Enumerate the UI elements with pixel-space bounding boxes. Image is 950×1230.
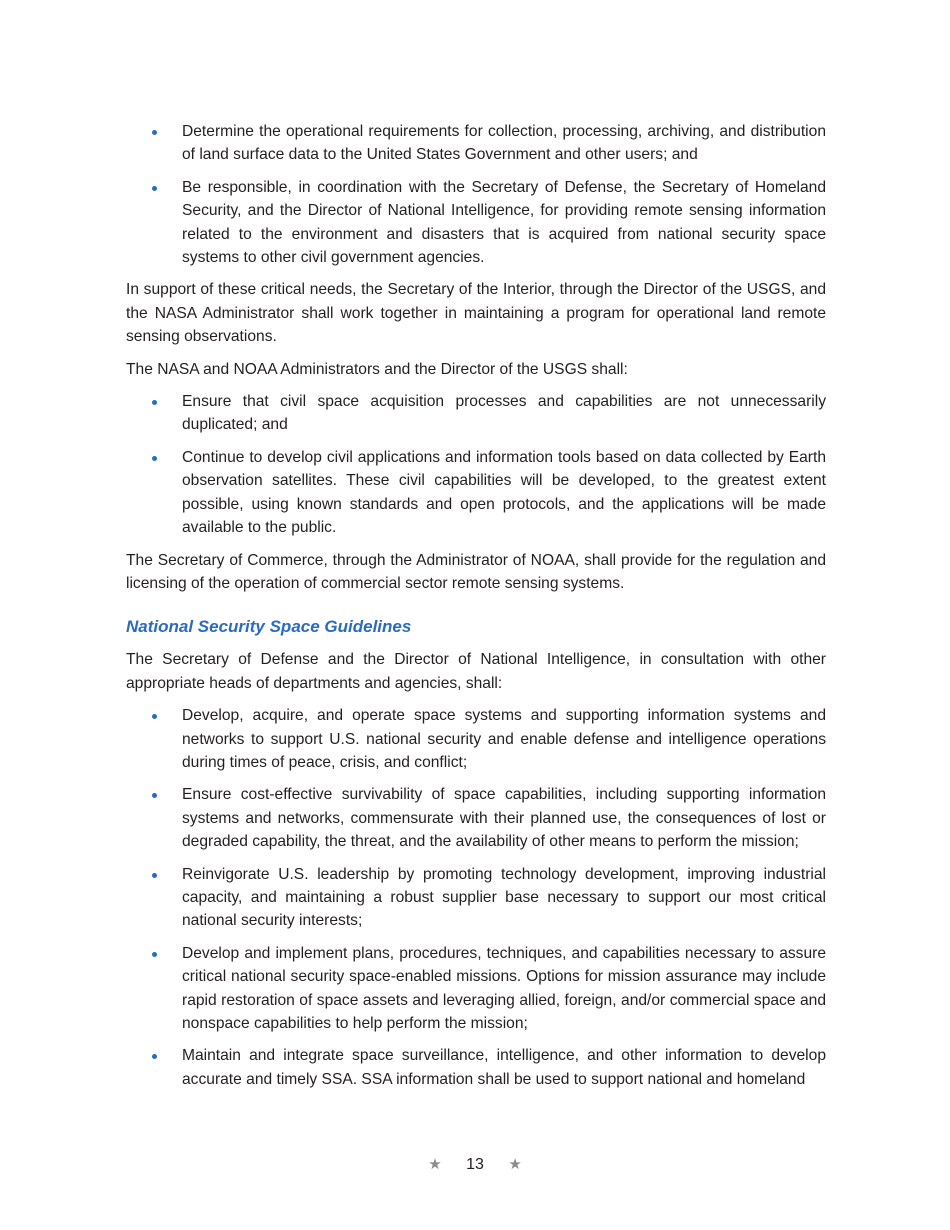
list-item <box>126 176 826 270</box>
section-heading: National Security Space Guidelines <box>126 617 412 637</box>
star-icon: ★ <box>508 1156 522 1173</box>
page-number: 13 <box>466 1156 484 1173</box>
list-item-text: Continue to develop civil applications and information tools based on data collected by Earth observation satellites. These civil capabilities will be developed, to the greatest extent possible, using known standards and open protocols, and the applications will be made available to the public. <box>182 448 826 537</box>
list-item <box>126 942 826 1036</box>
list-item <box>126 446 826 540</box>
bullet-icon <box>152 400 157 405</box>
bullet-icon <box>152 186 157 191</box>
list-item <box>126 1044 826 1091</box>
list-item <box>126 120 826 167</box>
list-item-text: Develop and implement plans, procedures, techniques, and capabilities necessary to assure critical national security space-enabled missions. Options for mission assurance may include rapid restoration of space assets and leveraging allied, foreign, and/or commercial space and nonspace capabilities to help perform the mission; <box>182 944 826 1032</box>
star-icon: ★ <box>428 1156 442 1173</box>
list-item-text: Develop, acquire, and operate space systems and supporting information systems and networks to support U.S. national security and enable defense and intelligence operations during times of peace, crisis, and conflict; <box>182 707 826 771</box>
bullet-list-national-security <box>126 704 826 1091</box>
bullet-icon <box>152 873 157 878</box>
bullet-icon <box>152 130 157 135</box>
list-item <box>126 783 826 853</box>
bullet-icon <box>152 1054 157 1059</box>
bullet-icon <box>152 793 157 798</box>
list-item-text: Maintain and integrate space surveillance, intelligence, and other information to develop accurate and timely SSA. SSA information shall be used to support national and homeland <box>182 1047 826 1088</box>
paragraph-defense-intro: The Secretary of Defense and the Director of National Intelligence, in consultation with other appropriate heads of departments and agencies, shall: <box>126 651 826 692</box>
bullet-list-civil <box>126 390 826 539</box>
list-item-text: Ensure cost-effective survivability of space capabilities, including supporting information systems and networks, commensurate with their planned use, the consequences of lost or degraded capability, the threat, and the availability of other means to perform the mission; <box>182 786 826 851</box>
paragraph-commerce: The Secretary of Commerce, through the Administrator of NOAA, shall provide for the regulation and licensing of the operation of commercial sector remote sensing systems. <box>126 551 826 592</box>
paragraph-interior-nasa: In support of these critical needs, the Secretary of the Interior, through the Director of the USGS, and the NASA Administrator shall work together in maintaining a program for operational land remote sensing observations. <box>126 281 826 346</box>
list-item-text: Determine the operational requirements for collection, processing, archiving, and distribution of land surface data to the United States Government and other users; and <box>182 123 826 164</box>
bullet-icon <box>152 714 157 719</box>
list-item <box>126 704 826 774</box>
bullet-icon <box>152 952 157 957</box>
page-footer <box>0 1155 950 1174</box>
list-item <box>126 863 826 933</box>
list-item-text: Ensure that civil space acquisition processes and capabilities are not unnecessarily duplicated; and <box>182 393 826 434</box>
paragraph-administrators-intro: The NASA and NOAA Administrators and the Director of the USGS shall: <box>126 360 628 378</box>
bullet-icon <box>152 456 157 461</box>
list-item-text: Be responsible, in coordination with the Secretary of Defense, the Secretary of Homeland Security, and the Director of National Intelligence, for providing remote sensing information related to the environment and disasters that is acquired from national security space systems to other civil government agencies. <box>182 178 826 267</box>
bullet-list-land-data <box>126 120 826 269</box>
list-item <box>126 390 826 437</box>
document-page <box>126 120 826 1100</box>
list-item-text: Reinvigorate U.S. leadership by promoting technology development, improving industrial capacity, and maintaining a robust supplier base necessary to support our most critical national security interests; <box>182 865 826 930</box>
